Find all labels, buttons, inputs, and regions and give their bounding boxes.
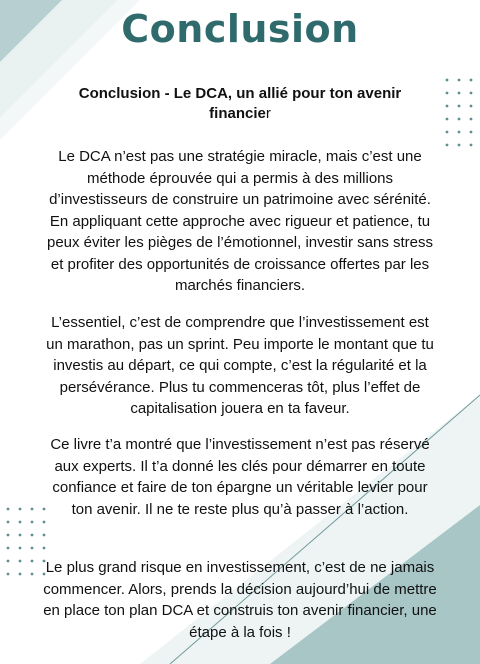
dot-grid-top-right — [446, 79, 473, 147]
section-heading-last-letter: r — [265, 105, 271, 122]
page-title: Conclusion — [121, 7, 359, 51]
paragraph-book: Ce livre t’a montré que l’investissement n’est pas réservé aux experts. Il t’a donné les clés pour démarrer en toute confiance et faire de ton épargne un véritable levier pour ton avenir. Il ne te reste plus qu’à passer à l’action. — [50, 436, 430, 518]
paragraph-intro: Le DCA n’est pas une stratégie miracle, mais c’est une méthode éprouvée qui a permis à des millions d’investisseurs de construire un patrimoine avec sérénité. En appliquant cette approche avec rigueur et patience, tu peux éviter les pièges de l’émotionnel, investir sans stress et profiter des opportunités de croissance offertes par les marchés financiers. — [46, 148, 434, 294]
dot-grid-left — [7, 508, 46, 576]
section-heading — [60, 84, 420, 124]
section-heading-text: Conclusion - Le DCA, un allié pour ton avenir financie — [78, 85, 402, 122]
paragraph-risk: Le plus grand risque en investissement, c’est de ne jamais commencer. Alors, prends la décision aujourd’hui de mettre en place ton plan DCA et construis ton avenir financier, une étape à la fois ! — [43, 559, 437, 641]
paragraph-essential: L’essentiel, c’est de comprendre que l’investissement est un marathon, pas un sprint. Peu importe le montant que tu investis au départ, ce qui compte, c’est la régularité et la persévérance. Plus tu commenceras tôt, plus l’effet de capitalisation jouera en ta faveur. — [46, 314, 434, 417]
